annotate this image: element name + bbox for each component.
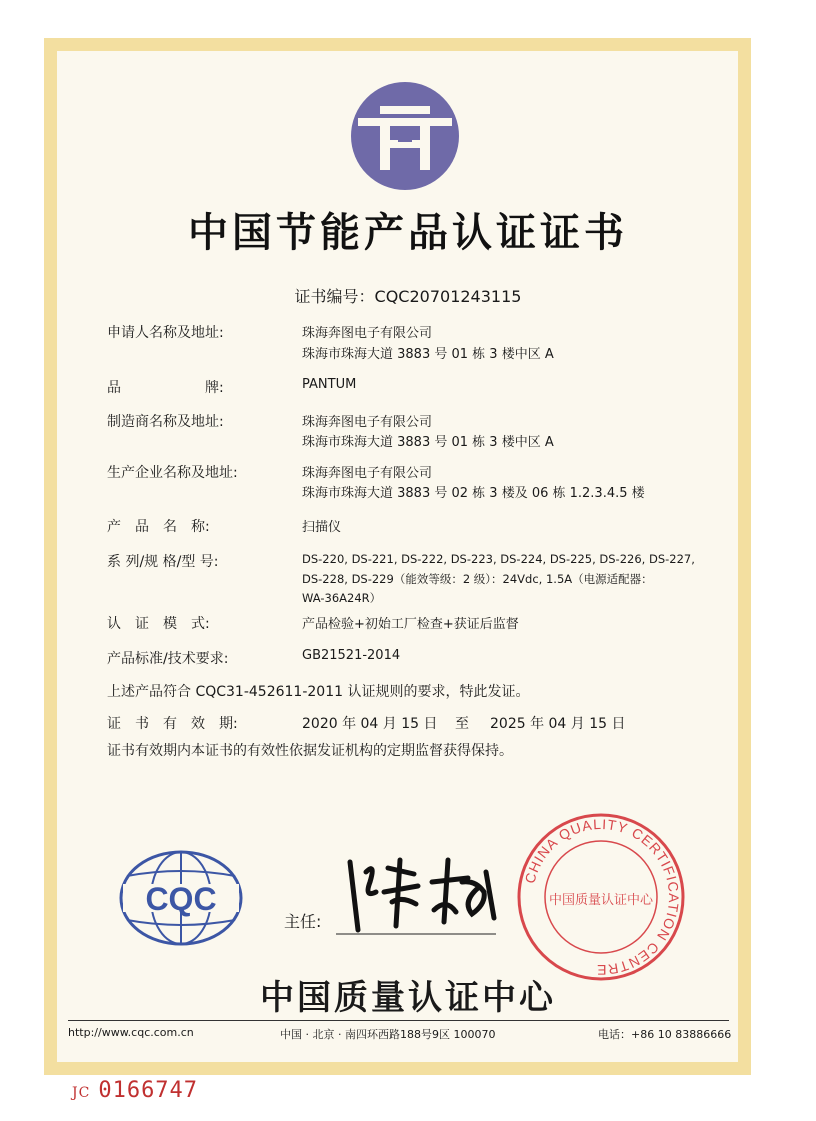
model-line-1: DS-220, DS-221, DS-222, DS-223, DS-224, DS-225, DS-226, DS-227,: [302, 552, 695, 566]
brand-value: PANTUM: [302, 377, 357, 392]
factory-address: 珠海市珠海大道 3883 号 02 栋 3 楼及 06 栋 1.2.3.4.5 楼: [302, 486, 645, 501]
seal-center-text: 中国质量认证中心: [548, 893, 654, 908]
director-label: 主任:: [284, 912, 322, 931]
validity-to: 2025 年 04 月 15 日: [490, 716, 626, 732]
product-name-value: 扫描仪: [302, 520, 342, 535]
footer-divider: [68, 1020, 729, 1021]
model-line-3: WA-36A24R）: [302, 591, 382, 605]
applicant-name: 珠海奔图电子有限公司: [302, 326, 433, 341]
footer-url[interactable]: http://www.cqc.com.cn: [68, 1026, 194, 1039]
manufacturer-address: 珠海市珠海大道 3883 号 01 栋 3 楼中区 A: [302, 435, 554, 450]
serial-prefix: JC: [72, 1085, 91, 1101]
model-line-2: DS-228, DS-229（能效等级：2 级）：24Vdc, 1.5A（电源适配器：: [302, 572, 653, 586]
mode-value: 产品检验+初始工厂检查+获证后监督: [302, 617, 519, 632]
factory-label: 生产企业名称及地址:: [107, 465, 238, 481]
compliance-statement: 上述产品符合 CQC31-452611-2011 认证规则的要求，特此发证。: [107, 684, 530, 700]
model-label: 系 列/规 格/型 号:: [107, 554, 219, 570]
seal-ring-text: CHINA QUALITY CERTIFICATION CENTRE: [521, 815, 683, 979]
manufacturer-name: 珠海奔图电子有限公司: [302, 415, 433, 430]
cqc-logo-icon: [117, 848, 245, 948]
certificate-number: 证书编号：CQC20701243115: [294, 287, 522, 306]
applicant-address: 珠海市珠海大道 3883 号 01 栋 3 楼中区 A: [302, 347, 554, 362]
validity-note: 证书有效期内本证书的有效性依据发证机构的定期监督获得保持。: [107, 743, 513, 759]
validity-label: 证 书 有 效 期:: [107, 716, 238, 732]
footer-address: 中国 · 北京 · 南四环西路188号9区 100070: [280, 1028, 496, 1041]
cqc-logo-text: CQC: [145, 881, 217, 917]
manufacturer-label: 制造商名称及地址:: [107, 414, 224, 430]
certificate-title: 中国节能产品认证证书: [188, 210, 628, 256]
brand-label: 品 牌:: [107, 380, 224, 396]
serial-number: [72, 1078, 198, 1103]
certification-seal-icon: [516, 812, 686, 982]
product-name-label: 产 品 名 称:: [107, 519, 210, 535]
mode-label: 认 证 模 式:: [107, 616, 210, 632]
energy-emblem-icon: [340, 80, 470, 192]
issuing-center-name: 中国质量认证中心: [260, 978, 556, 1018]
applicant-label: 申请人名称及地址:: [107, 325, 224, 341]
validity-from: 2020 年 04 月 15 日: [302, 716, 438, 732]
validity-to-word: 至: [455, 716, 469, 732]
factory-name: 珠海奔图电子有限公司: [302, 466, 433, 481]
standard-label: 产品标准/技术要求:: [107, 651, 229, 667]
standard-value: GB21521-2014: [302, 648, 401, 663]
director-signature-icon: [336, 852, 506, 936]
serial-digits: 0166747: [98, 1078, 199, 1103]
footer-phone: 电话：+86 10 83886666: [598, 1028, 732, 1041]
